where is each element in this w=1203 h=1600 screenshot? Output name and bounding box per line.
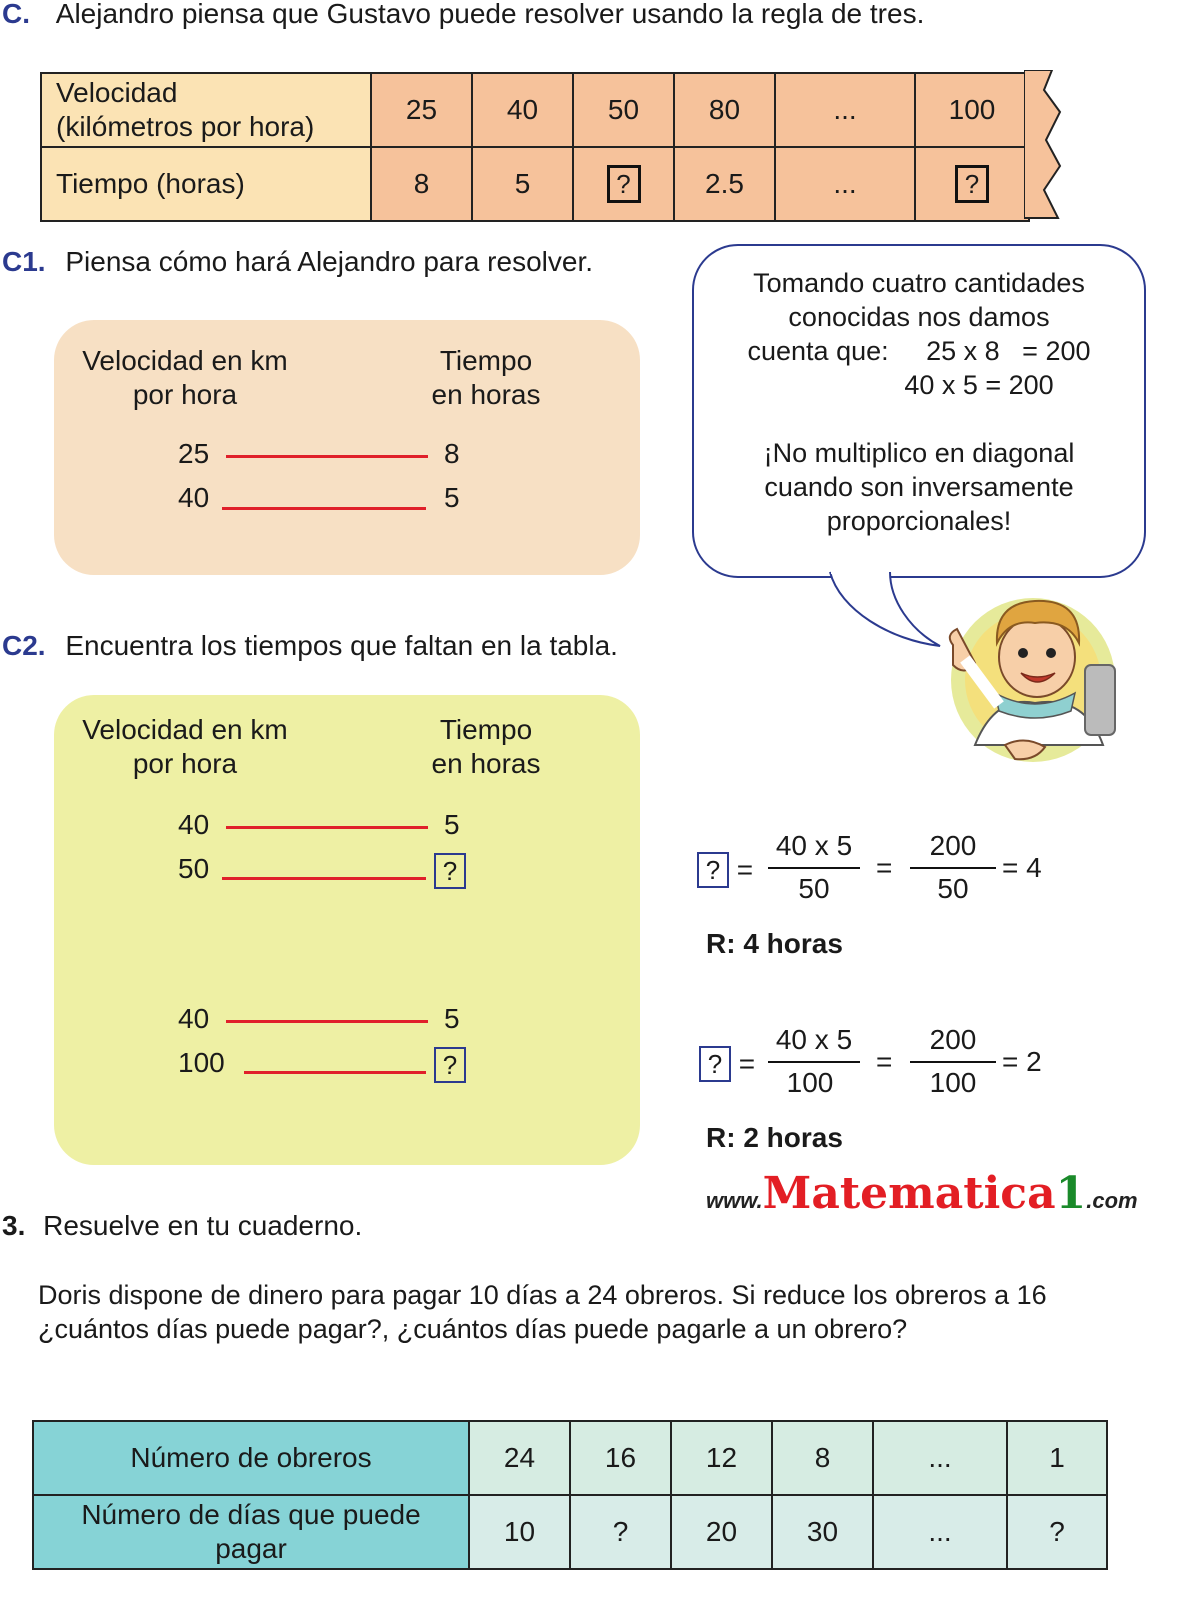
speed-cell: 50 — [573, 73, 674, 147]
c1-speed-header — [70, 344, 300, 412]
unknown-box: ? — [434, 1047, 466, 1083]
c1-speed-header-line1: Velocidad en km — [82, 345, 288, 376]
unknown-box: ? — [697, 852, 729, 888]
c1-time-header — [414, 344, 558, 412]
c1-speed-value: 40 — [178, 482, 210, 513]
c2-connector-line — [244, 1071, 426, 1074]
section-c-text: Alejandro piensa que Gustavo puede resolver usando la regla de tres. — [55, 0, 925, 29]
eq1-denominator-1: 50 — [798, 873, 830, 904]
section-3-heading — [2, 1210, 362, 1242]
section-c-id: C. — [2, 0, 30, 29]
eq2-result: = 2 — [1002, 1046, 1042, 1077]
site-logo — [706, 1168, 1138, 1219]
eq2-denominator-2: 100 — [929, 1067, 977, 1098]
speed-time-table — [40, 72, 1030, 222]
speed-cell: 25 — [371, 73, 472, 147]
c2-speed-header-line2: por hora — [132, 748, 238, 779]
workers-cell: 16 — [570, 1421, 671, 1495]
c2-connector-line — [222, 877, 426, 880]
eq2-fraction-bar — [910, 1061, 996, 1063]
eq2-lhs — [699, 1046, 755, 1082]
section-3-id: 3. — [2, 1210, 26, 1241]
c1-speed-value: 25 — [178, 438, 210, 469]
c1-connector-line — [222, 507, 426, 510]
eq1-answer: R: 4 horas — [706, 928, 843, 959]
speed-cell: ... — [775, 73, 915, 147]
eq1-result: = 4 — [1002, 852, 1042, 883]
c2-connector-line — [226, 826, 428, 829]
c2-time-header — [414, 713, 558, 781]
eq1-numerator-1: 40 x 5 — [775, 830, 853, 861]
eq1-lhs — [697, 852, 753, 888]
eq1-numerator-2: 200 — [929, 830, 977, 861]
section-c2-id: C2. — [2, 630, 46, 661]
eq2-answer: R: 2 horas — [706, 1122, 843, 1153]
eq2-equals: = — [738, 1048, 756, 1079]
eq2-equals-2: = — [876, 1046, 893, 1077]
c1-time-header-line2: en horas — [431, 379, 541, 410]
c2-panel — [54, 695, 640, 1165]
eq1-equals-2: = — [876, 852, 893, 883]
workers-row-label: Número de obreros — [33, 1421, 469, 1495]
time-cell: 8 — [371, 147, 472, 221]
workers-cell: 12 — [671, 1421, 772, 1495]
workers-cell: 1 — [1007, 1421, 1107, 1495]
c2-time-value — [434, 853, 466, 889]
bubble-line: cuando son inversamente — [764, 472, 1074, 502]
bubble-line: proporcionales! — [826, 506, 1012, 536]
section-c1-id: C1. — [2, 246, 46, 277]
c2-time-value — [434, 1047, 466, 1083]
time-cell: 2.5 — [674, 147, 775, 221]
speed-cell: 80 — [674, 73, 775, 147]
time-row-label: Tiempo (horas) — [41, 147, 371, 221]
section-c2-heading — [2, 630, 618, 662]
c2-speed-header — [70, 713, 300, 781]
days-cell: 30 — [772, 1495, 873, 1569]
c1-time-header-line1: Tiempo — [439, 345, 533, 376]
c2-connector-line — [226, 1020, 428, 1023]
logo-digit: 1 — [1055, 1168, 1087, 1219]
speed-cell: 40 — [472, 73, 573, 147]
c2-time-header-line1: Tiempo — [439, 714, 533, 745]
eq2-numerator-1: 40 x 5 — [775, 1024, 853, 1055]
workers-cell: ... — [873, 1421, 1007, 1495]
workers-cell: 8 — [772, 1421, 873, 1495]
logo-prefix: www. — [706, 1188, 763, 1213]
c2-speed-value: 40 — [178, 1003, 210, 1034]
section-c1-text: Piensa cómo hará Alejandro para resolver. — [65, 246, 593, 277]
workers-days-table — [32, 1420, 1108, 1570]
unknown-box: ? — [607, 165, 641, 203]
speed-label-line1: Velocidad — [56, 77, 178, 108]
days-cell: ? — [1007, 1495, 1107, 1569]
time-cell: 5 — [472, 147, 573, 221]
bubble-line: 40 x 5 = 200 — [904, 370, 1054, 400]
problem-line: ¿cuántos días puede pagar?, ¿cuántos días puede pagarle a un obrero? — [38, 1314, 908, 1344]
speech-bubble — [692, 244, 1146, 578]
unknown-box: ? — [434, 853, 466, 889]
days-cell: ... — [873, 1495, 1007, 1569]
bubble-line: ¡No multiplico en diagonal — [763, 438, 1075, 468]
days-label-line1: Número de días que puede — [81, 1499, 421, 1530]
torn-edge-decoration — [1024, 70, 1064, 220]
bubble-line: cuenta que: 25 x 8 = 200 — [747, 336, 1091, 366]
time-cell — [573, 147, 674, 221]
days-label-line2: pagar — [215, 1533, 287, 1564]
unknown-box: ? — [699, 1046, 731, 1082]
c2-speed-value: 50 — [178, 853, 210, 884]
eq1-fraction-bar — [910, 867, 996, 869]
speed-label-line2: (kilómetros por hora) — [56, 111, 315, 142]
speed-row-label — [41, 73, 371, 147]
section-3-title: Resuelve en tu cuaderno. — [43, 1210, 363, 1241]
speed-cell: 100 — [915, 73, 1029, 147]
c1-panel — [54, 320, 640, 575]
logo-suffix: .com — [1086, 1188, 1138, 1213]
eq2-fraction-bar — [768, 1061, 860, 1063]
eq2-numerator-2: 200 — [929, 1024, 977, 1055]
section-c-heading — [2, 0, 924, 30]
boy-illustration — [935, 585, 1125, 775]
eq1-denominator-2: 50 — [937, 873, 969, 904]
section-c2-text: Encuentra los tiempos que faltan en la tabla. — [65, 630, 618, 661]
c2-time-value: 5 — [444, 809, 460, 840]
c2-speed-value: 100 — [178, 1047, 225, 1078]
time-cell — [915, 147, 1029, 221]
c2-time-value: 5 — [444, 1003, 460, 1034]
bubble-line: Tomando cuatro cantidades — [753, 268, 1085, 298]
eq1-equals: = — [736, 854, 754, 885]
c1-time-value: 8 — [444, 438, 460, 469]
c1-speed-header-line2: por hora — [132, 379, 238, 410]
workers-cell: 24 — [469, 1421, 570, 1495]
section-c1-heading — [2, 246, 593, 278]
c1-time-value: 5 — [444, 482, 460, 513]
days-row-label — [33, 1495, 469, 1569]
problem-line: Doris dispone de dinero para pagar 10 días a 24 obreros. Si reduce los obreros a 16 — [38, 1280, 1047, 1310]
eq2-denominator-1: 100 — [786, 1067, 834, 1098]
unknown-box: ? — [955, 165, 989, 203]
days-cell: 20 — [671, 1495, 772, 1569]
logo-main: Matematica — [762, 1168, 1056, 1219]
c2-speed-header-line1: Velocidad en km — [82, 714, 288, 745]
days-cell: ? — [570, 1495, 671, 1569]
c2-speed-value: 40 — [178, 809, 210, 840]
c2-time-header-line2: en horas — [431, 748, 541, 779]
c1-connector-line — [226, 455, 428, 458]
bubble-line: conocidas nos damos — [788, 302, 1050, 332]
days-cell: 10 — [469, 1495, 570, 1569]
time-cell: ... — [775, 147, 915, 221]
eq1-fraction-bar — [768, 867, 860, 869]
